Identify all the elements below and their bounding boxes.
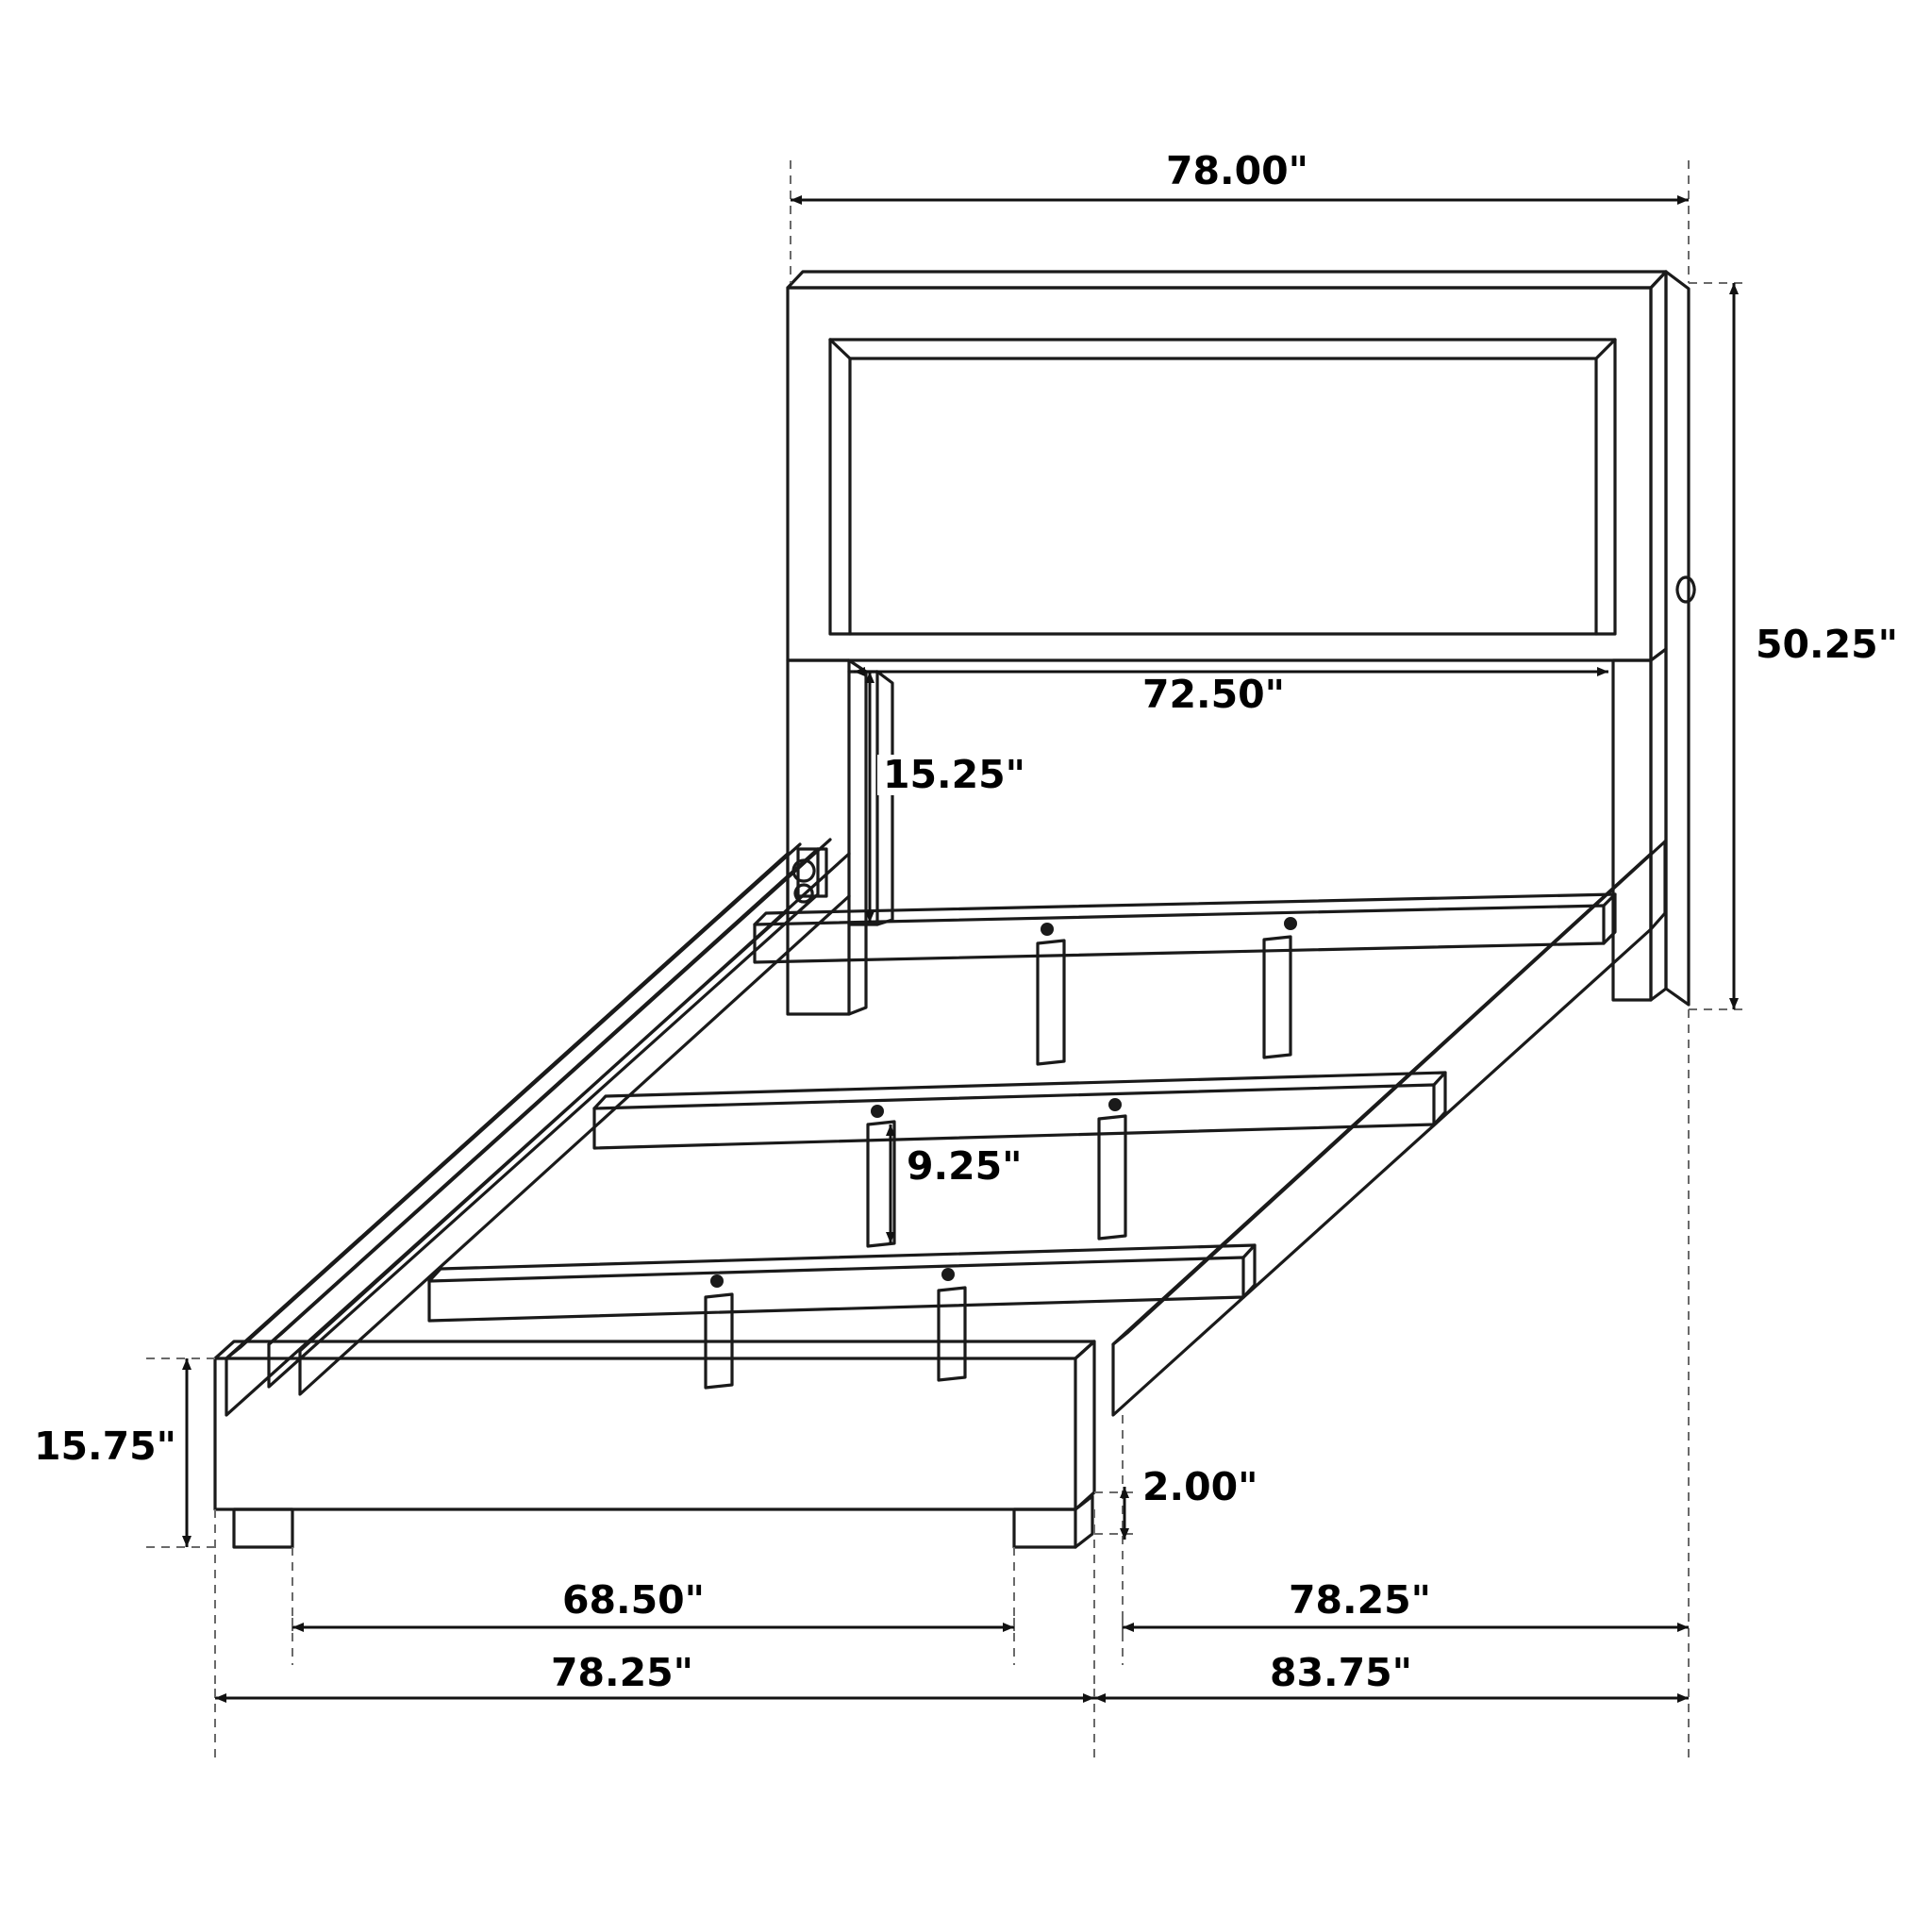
dim-label-slat-leg-height: 9.25" [901,1146,1028,1187]
dim-label-footboard-height: 15.75" [28,1426,182,1467]
extension-lines [142,160,1745,1698]
dim-label-interior-width: 68.50" [557,1580,710,1621]
dim-label-overall-height-right: 50.25" [1750,625,1904,665]
dim-label-panel-width: 72.50" [1137,675,1291,715]
bed-geometry [215,272,1694,1547]
dim-label-overall-length: 83.75" [1264,1653,1418,1693]
dim-label-overall-width-top: 78.00" [1160,151,1314,192]
lower-extension-lines [215,1618,1689,1759]
dim-label-headboard-clearance: 15.25" [877,755,1031,795]
dim-label-footboard-width: 78.25" [545,1653,699,1693]
dimension-lines [187,200,1734,1698]
dim-label-foot-clearance: 2.00" [1137,1467,1264,1507]
dim-label-side-rail-length: 78.25" [1283,1580,1437,1621]
